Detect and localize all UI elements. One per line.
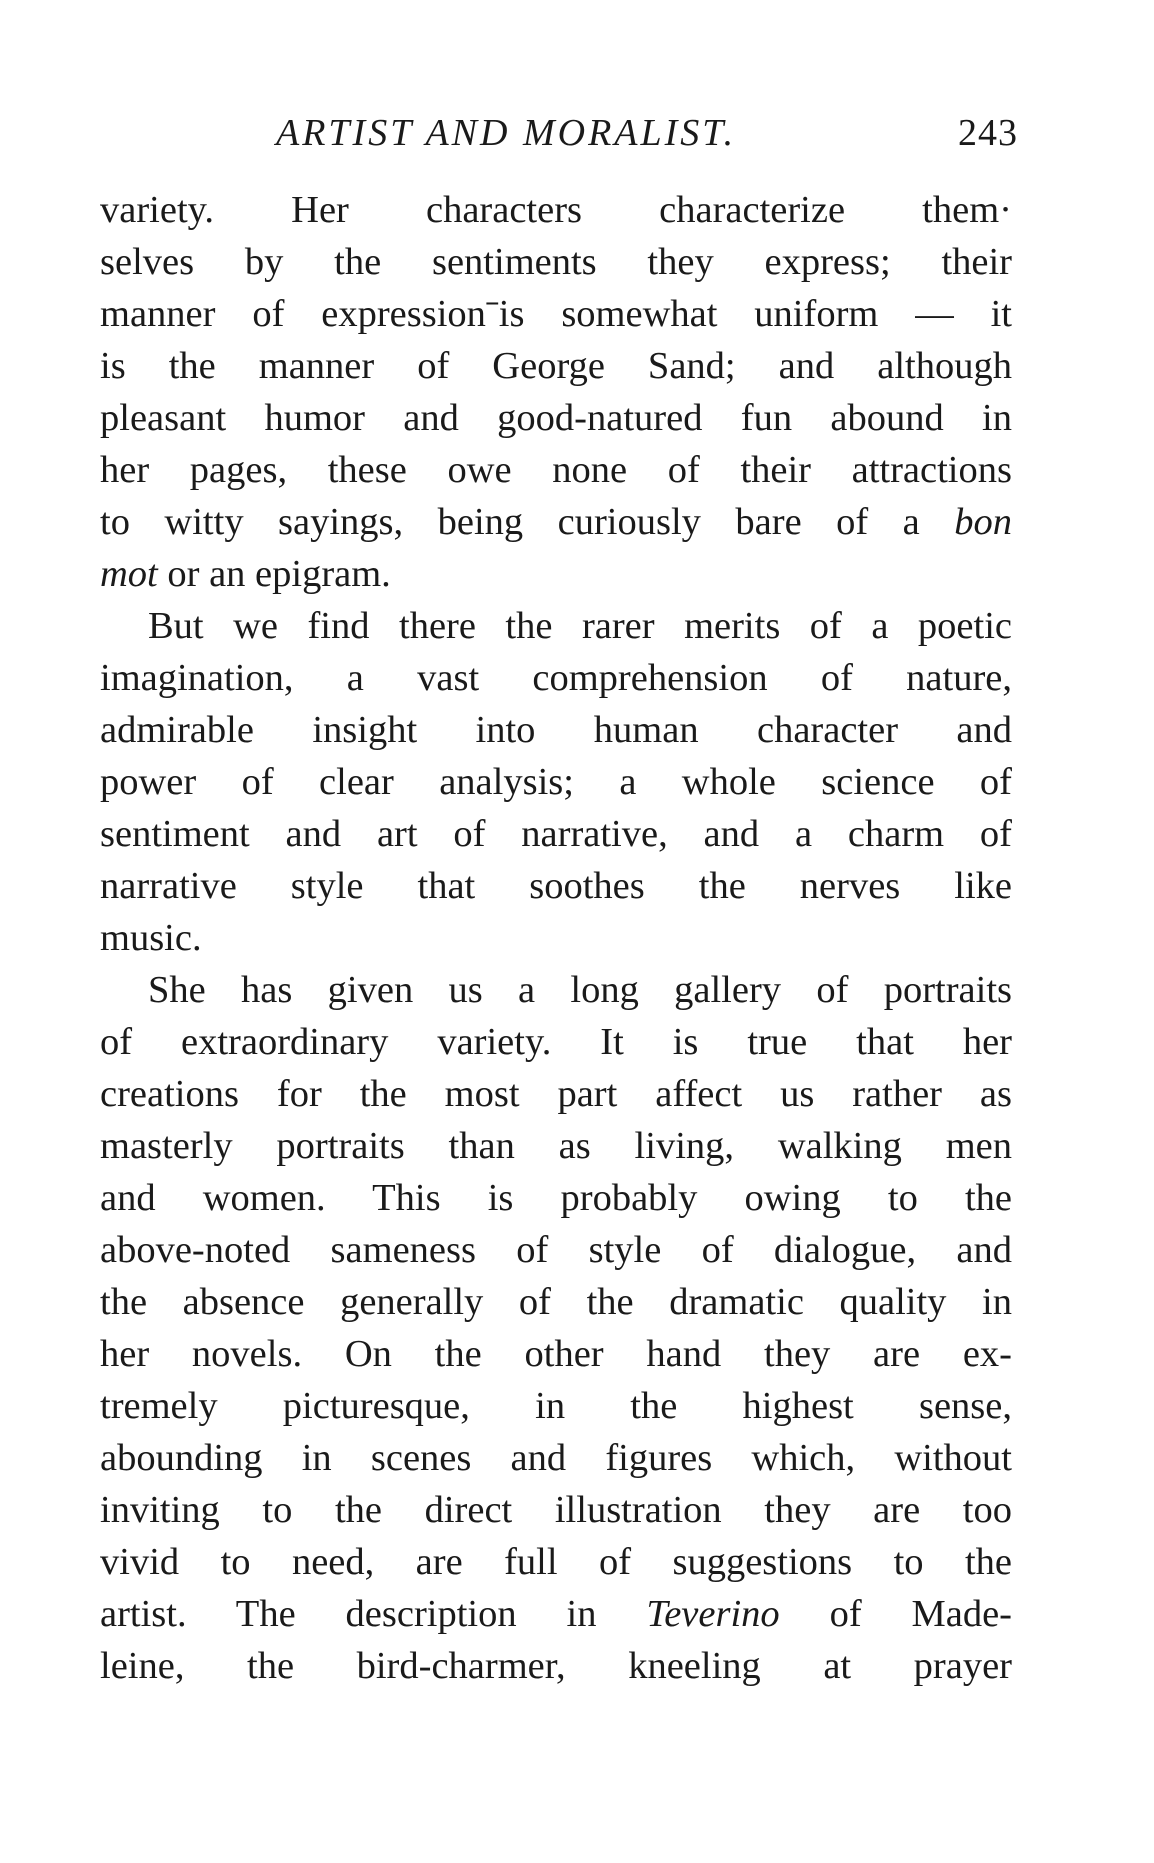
text-line: selves by the sentiments they express; their bbox=[100, 241, 1012, 283]
text-line: inviting to the direct illustration they are too bbox=[100, 1489, 1012, 1531]
text-line: the absence generally of the dramatic quality in bbox=[100, 1281, 1012, 1323]
text-line: above-noted sameness of style of dialogue, and bbox=[100, 1229, 1012, 1271]
text-line: manner of expressionˉis somewhat uniform — it bbox=[100, 293, 1012, 335]
text-line: narrative style that soothes the nerves like bbox=[100, 865, 1012, 907]
paragraph-first-line: She has given us a long gallery of portraits bbox=[148, 969, 1012, 1011]
italic-phrase: mot bbox=[100, 553, 158, 595]
text-line bbox=[100, 1588, 1012, 1640]
text-line: variety. Her characters characterize them· bbox=[100, 189, 1012, 231]
page-number: 243 bbox=[958, 112, 1018, 154]
text-line: tremely picturesque, in the highest sense, bbox=[100, 1385, 1012, 1427]
text-line: power of clear analysis; a whole science of bbox=[100, 761, 1012, 803]
text-line: creations for the most part affect us rather as bbox=[100, 1073, 1012, 1115]
running-head bbox=[100, 108, 1018, 158]
text-line: pleasant humor and good-natured fun abound in bbox=[100, 397, 1012, 439]
text-line: leine, the bird-charmer, kneeling at prayer bbox=[100, 1645, 1012, 1687]
text-line: sentiment and art of narrative, and a charm of bbox=[100, 813, 1012, 855]
running-title: ARTIST AND MORALIST. bbox=[276, 112, 737, 154]
text-line: is the manner of George Sand; and although bbox=[100, 345, 1012, 387]
italic-title: Teverino bbox=[646, 1593, 780, 1635]
text-segment: to witty sayings, being curiously bare of a bbox=[100, 501, 920, 543]
text-line: masterly portraits than as living, walking men bbox=[100, 1125, 1012, 1167]
text-segment: of Made- bbox=[829, 1593, 1012, 1635]
italic-phrase: bon bbox=[954, 501, 1012, 543]
text-line: admirable insight into human character and bbox=[100, 709, 1012, 751]
text-line bbox=[100, 548, 1012, 600]
text-line bbox=[100, 496, 1012, 548]
text-line: music. bbox=[100, 917, 202, 959]
text-line: her pages, these owe none of their attractions bbox=[100, 449, 1012, 491]
text-line: vivid to need, are full of suggestions to the bbox=[100, 1541, 1012, 1583]
text-segment: artist. The description in bbox=[100, 1593, 597, 1635]
paragraph-first-line: But we find there the rarer merits of a poetic bbox=[148, 605, 1012, 647]
text-line: imagination, a vast comprehension of nature, bbox=[100, 657, 1012, 699]
text-segment: or an epigram. bbox=[167, 553, 391, 595]
text-line: of extraordinary variety. It is true that her bbox=[100, 1021, 1012, 1063]
body-text bbox=[100, 184, 1012, 1692]
text-line: abounding in scenes and figures which, without bbox=[100, 1437, 1012, 1479]
text-line: and women. This is probably owing to the bbox=[100, 1177, 1012, 1219]
text-line: her novels. On the other hand they are ex- bbox=[100, 1333, 1012, 1375]
